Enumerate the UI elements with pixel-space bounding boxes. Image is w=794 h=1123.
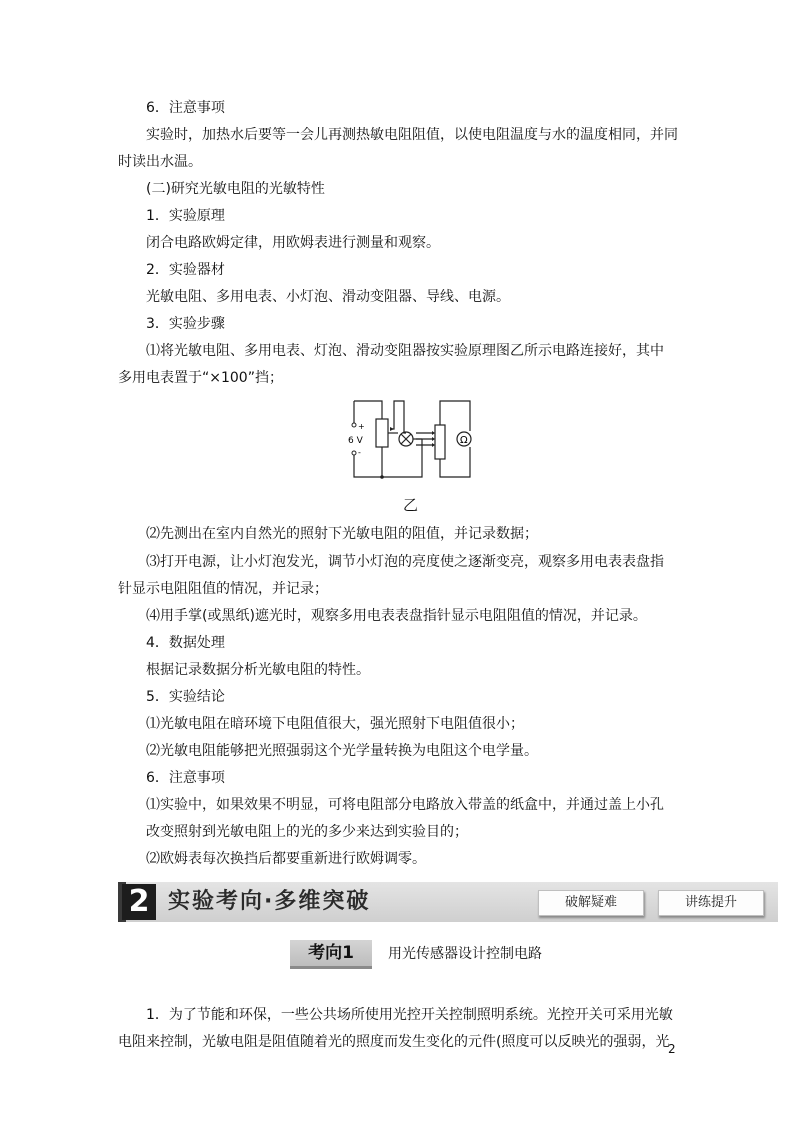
text-line: 5．实验结论 xyxy=(146,689,225,705)
ohm-symbol: Ω xyxy=(460,435,468,446)
battery-minus: - xyxy=(358,448,361,457)
text-line: (二)研究光敏电阻的光敏特性 xyxy=(146,181,325,197)
text-line: ⑴光敏电阻在暗环境下电阻值很大，强光照射下电阻值很小； xyxy=(146,716,524,732)
circuit-diagram xyxy=(346,399,476,479)
text-line: ⑵欧姆表每次换挡后都要重新进行欧姆调零。 xyxy=(146,851,426,867)
subsection-heading xyxy=(290,940,664,968)
figure-caption: 乙 xyxy=(403,496,419,514)
text-line: 4．数据处理 xyxy=(146,635,225,651)
section-number-badge: 2 xyxy=(122,884,156,920)
rheostat-resistor xyxy=(376,419,388,447)
text-line: ⑶打开电源，让小灯泡发光，调节小灯泡的亮度使之逐渐变亮，观察多用电表表盘指 xyxy=(146,554,664,570)
practice-improve-button[interactable]: 讲练提升 xyxy=(658,890,764,916)
break-difficulty-button[interactable]: 破解疑难 xyxy=(538,890,644,916)
text-line: 根据记录数据分析光敏电阻的特性。 xyxy=(146,662,370,678)
text-line: 电阻来控制，光敏电阻是阻值随着光的照度而发生变化的元件(照度可以反映光的强弱，光 xyxy=(118,1034,670,1050)
text-line: ⑴将光敏电阻、多用电表、灯泡、滑动变阻器按实验原理图乙所示电路连接好，其中 xyxy=(146,343,664,359)
text-line: ⑵先测出在室内自然光的照射下光敏电阻的阻值，并记录数据； xyxy=(146,526,538,542)
text-line: ⑷用手掌(或黑纸)遮光时，观察多用电表表盘指针显示电阻阻值的情况，并记录。 xyxy=(146,608,647,624)
text-line: 6．注意事项 xyxy=(146,100,225,116)
text-line: 2．实验器材 xyxy=(146,262,225,278)
battery-voltage-label: 6 V xyxy=(348,436,363,446)
text-line: 时读出水温。 xyxy=(118,154,202,170)
text-line: 改变照射到光敏电阻上的光的多少来达到实验目的； xyxy=(146,824,468,840)
text-line: 多用电表置于“×100”挡； xyxy=(118,370,283,386)
text-line: ⑵光敏电阻能够把光照强弱这个光学量转换为电阻这个电学量。 xyxy=(146,743,538,759)
text-line: 3．实验步骤 xyxy=(146,316,225,332)
subsection-title: 用光传感器设计控制电路 xyxy=(388,946,542,962)
text-line: ⑴实验中，如果效果不明显，可将电阻部分电路放入带盖的纸盒中，并通过盖上小孔 xyxy=(146,797,664,813)
photoresistor xyxy=(435,425,445,459)
text-line: 1．为了节能和环保，一些公共场所使用光控开关控制照明系统。光控开关可采用光敏 xyxy=(146,1007,673,1023)
subsection-tag: 考向1 xyxy=(290,940,372,969)
text-line: 闭合电路欧姆定律，用欧姆表进行测量和观察。 xyxy=(146,235,440,251)
section-title: 实验考向·多维突破 xyxy=(168,889,371,914)
text-line: 针显示电阻阻值的情况，并记录； xyxy=(118,581,328,597)
text-line: 1．实验原理 xyxy=(146,208,225,224)
battery-plus: + xyxy=(358,422,365,431)
text-line: 光敏电阻、多用电表、小灯泡、滑动变阻器、导线、电源。 xyxy=(146,289,510,305)
section-banner xyxy=(118,882,778,922)
text-line: 实验时，加热水后要等一会儿再测热敏电阻阻值，以使电阻温度与水的温度相同，并同 xyxy=(146,127,678,143)
text-line: 6．注意事项 xyxy=(146,770,225,786)
page-number: 2 xyxy=(668,1042,676,1056)
